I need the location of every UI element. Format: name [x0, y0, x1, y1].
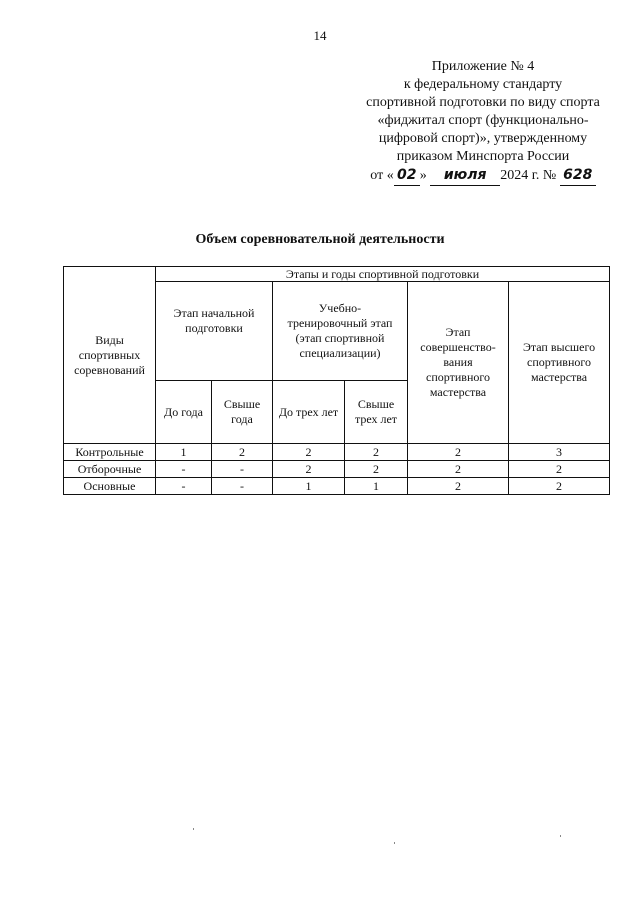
table-cell: 2	[212, 444, 273, 461]
page-title: Объем соревновательной деятельности	[195, 232, 445, 247]
table-cell: -	[212, 461, 273, 478]
row-header-cell: Виды спортивных соревнований	[64, 267, 156, 444]
handwritten-day: 02	[396, 167, 417, 183]
table-cell: 2	[345, 461, 408, 478]
stage-training-header: Учебно-тренировочный этап (этап спортивной специализации)	[273, 282, 408, 381]
row-label: Контрольные	[64, 444, 156, 461]
appendix-line: «фиджитал спорт (функционально-	[377, 113, 589, 128]
sub-header-training-1: До трех лет	[273, 381, 345, 444]
date-year: 2024 г. №	[500, 168, 557, 183]
sub-header-initial-1: До года	[156, 381, 212, 444]
table-cell: 2	[273, 461, 345, 478]
scan-speck	[560, 835, 561, 837]
stage-highest-header: Этап высшего спортивного мастерства	[509, 282, 610, 444]
table-cell: 1	[156, 444, 212, 461]
sub-header-initial-2: Свыше года	[212, 381, 273, 444]
scan-speck	[193, 828, 194, 830]
table-cell: 1	[273, 478, 345, 495]
table-cell: 2	[408, 461, 509, 478]
scan-speck	[394, 842, 395, 844]
order-number	[560, 166, 596, 186]
group-header-cell: Этапы и годы спортивной подготовки	[156, 267, 610, 282]
row-label: Основные	[64, 478, 156, 495]
order-date-line	[340, 166, 626, 186]
stage-improvement-header: Этап совершенство-вания спортивного мастерства	[408, 282, 509, 444]
sub-header-training-2: Свыше трех лет	[345, 381, 408, 444]
date-month	[430, 166, 500, 186]
table-cell: 2	[509, 461, 610, 478]
page-number: 14	[313, 28, 327, 43]
appendix-line: цифровой спорт)», утвержденному	[378, 131, 588, 146]
table-row	[64, 461, 610, 478]
appendix-line: спортивной подготовки по виду спорта	[366, 95, 600, 110]
stage-initial-header: Этап начальной подготовки	[156, 282, 273, 381]
table-cell: -	[212, 478, 273, 495]
appendix-line: к федеральному стандарту	[403, 77, 563, 92]
table-cell: 3	[509, 444, 610, 461]
table-cell: -	[156, 478, 212, 495]
row-label: Отборочные	[64, 461, 156, 478]
table-row	[64, 478, 610, 495]
table-cell: 2	[408, 478, 509, 495]
table-cell: 2	[345, 444, 408, 461]
table-cell: -	[156, 461, 212, 478]
handwritten-month: июля	[443, 167, 487, 183]
appendix-line: приказом Минспорта России	[396, 149, 570, 164]
date-day-suffix: »	[419, 168, 427, 183]
table-cell: 2	[408, 444, 509, 461]
appendix-block	[340, 58, 626, 186]
table-header-row	[64, 267, 610, 282]
handwritten-order-number: 628	[563, 167, 593, 183]
table-cell: 2	[273, 444, 345, 461]
table-cell: 2	[509, 478, 610, 495]
table-row	[64, 444, 610, 461]
date-day	[394, 166, 420, 186]
date-prefix: от «	[370, 168, 394, 183]
competition-table	[63, 266, 610, 495]
appendix-line: Приложение № 4	[431, 59, 535, 74]
table-cell: 1	[345, 478, 408, 495]
